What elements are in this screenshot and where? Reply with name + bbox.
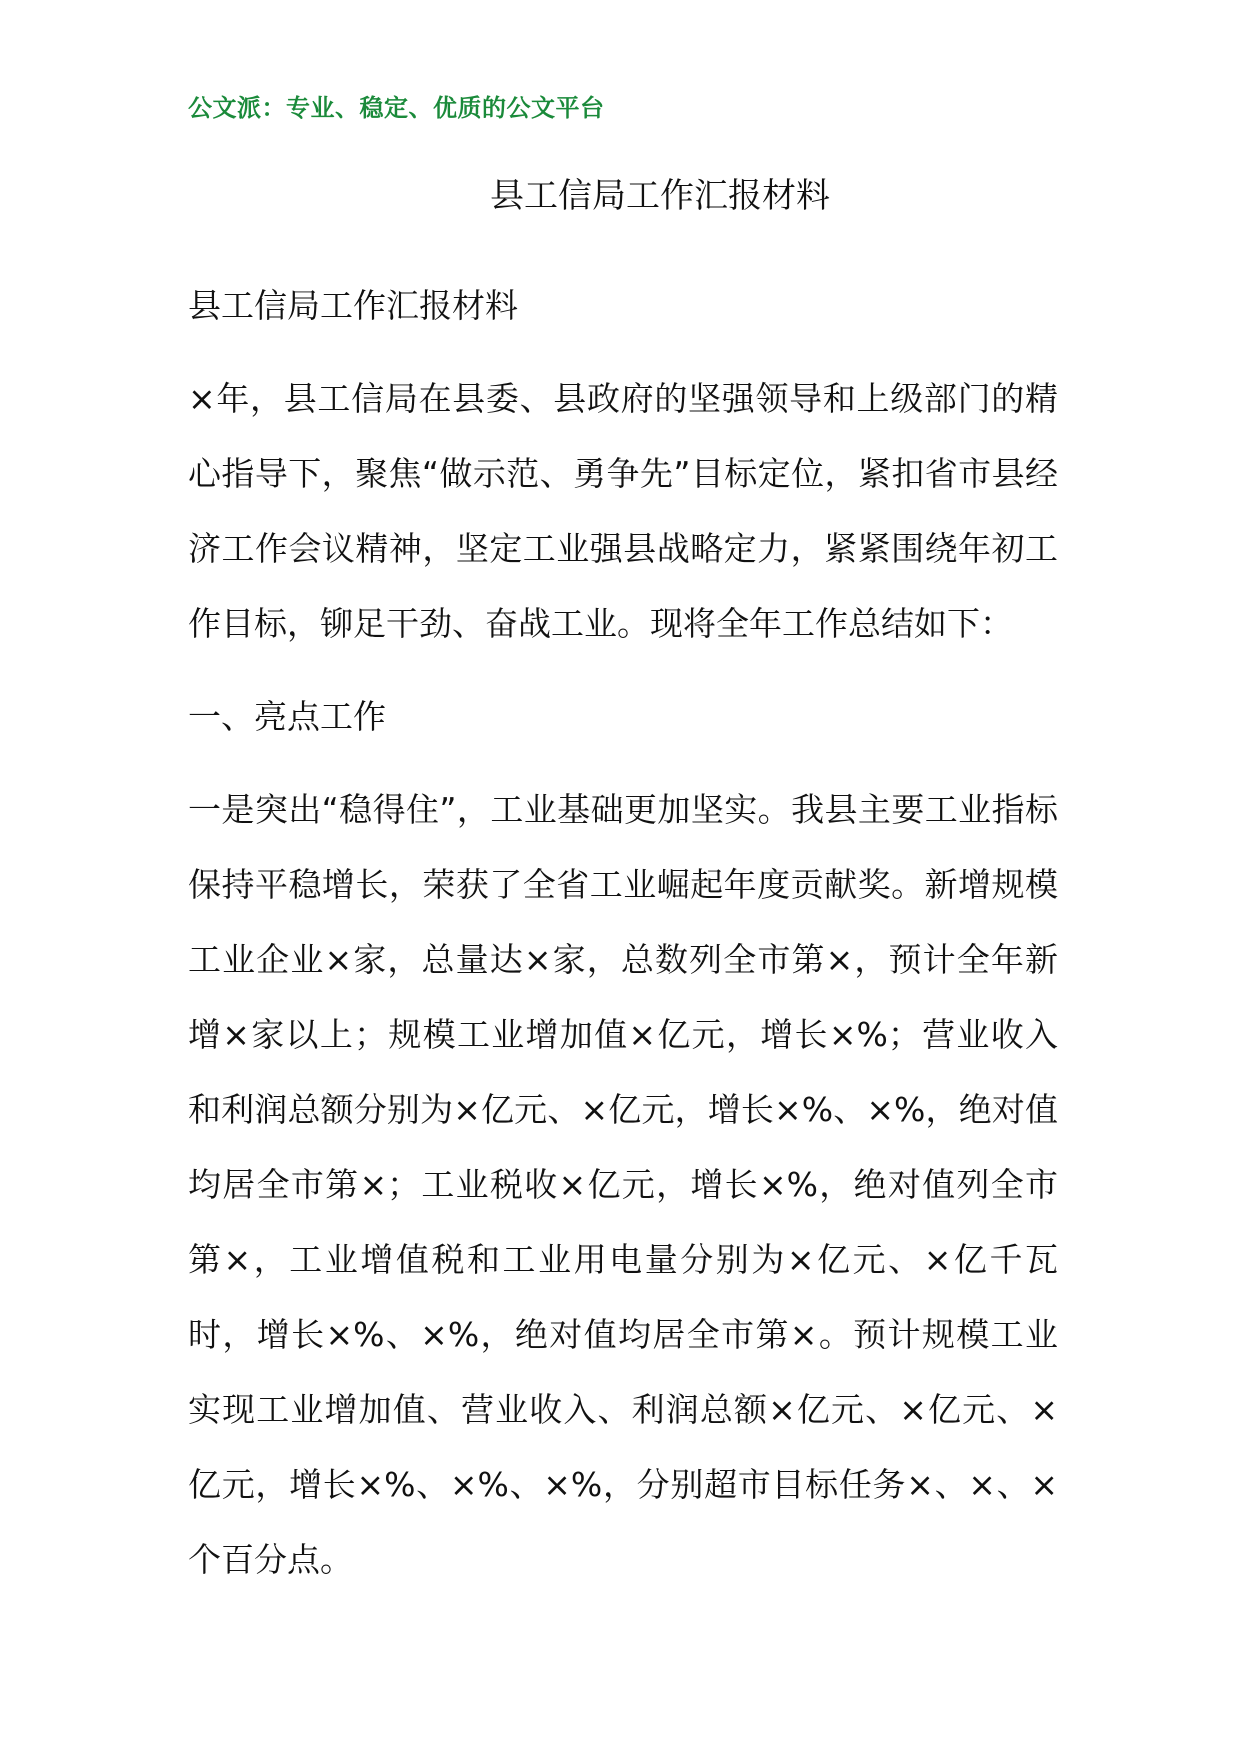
section-heading: 一、亮点工作 [188,697,386,736]
document-subtitle: 县工信局工作汇报材料 [188,286,518,325]
document-title: 县工信局工作汇报材料 [490,176,830,216]
document-body [188,268,1058,1597]
intro-paragraph: ×年，县工信局在县委、县政府的坚强领导和上级部门的精心指导下，聚焦“做示范、勇争先”目标定位，紧扣省市县经济工作会议精神，坚定工业强县战略定力，紧紧围绕年初工作目标，铆足干劲、奋战工业。现将全年工作总结如下： [188,379,1058,643]
section-paragraph: 一是突出“稳得住”，工业基础更加坚实。我县主要工业指标保持平稳增长，荣获了全省工业崛起年度贡献奖。新增规模工业企业×家，总量达×家，总数列全市第×，预计全年新增×家以上；规模工业增加值×亿元，增长×%；营业收入和利润总额分别为×亿元、×亿元，增长×%、×%，绝对值均居全市第×；工业税收×亿元，增长×%，绝对值列全市第×，工业增值税和工业用电量分别为×亿元、×亿千瓦时，增长×%、×%，绝对值均居全市第×。预计规模工业实现工业增加值、营业收入、利润总额×亿元、×亿元、×亿元，增长×%、×%、×%，分别超市目标任务×、×、×个百分点。 [188,790,1058,1579]
header-banner: 公文派：专业、稳定、优质的公文平台 [188,94,605,122]
